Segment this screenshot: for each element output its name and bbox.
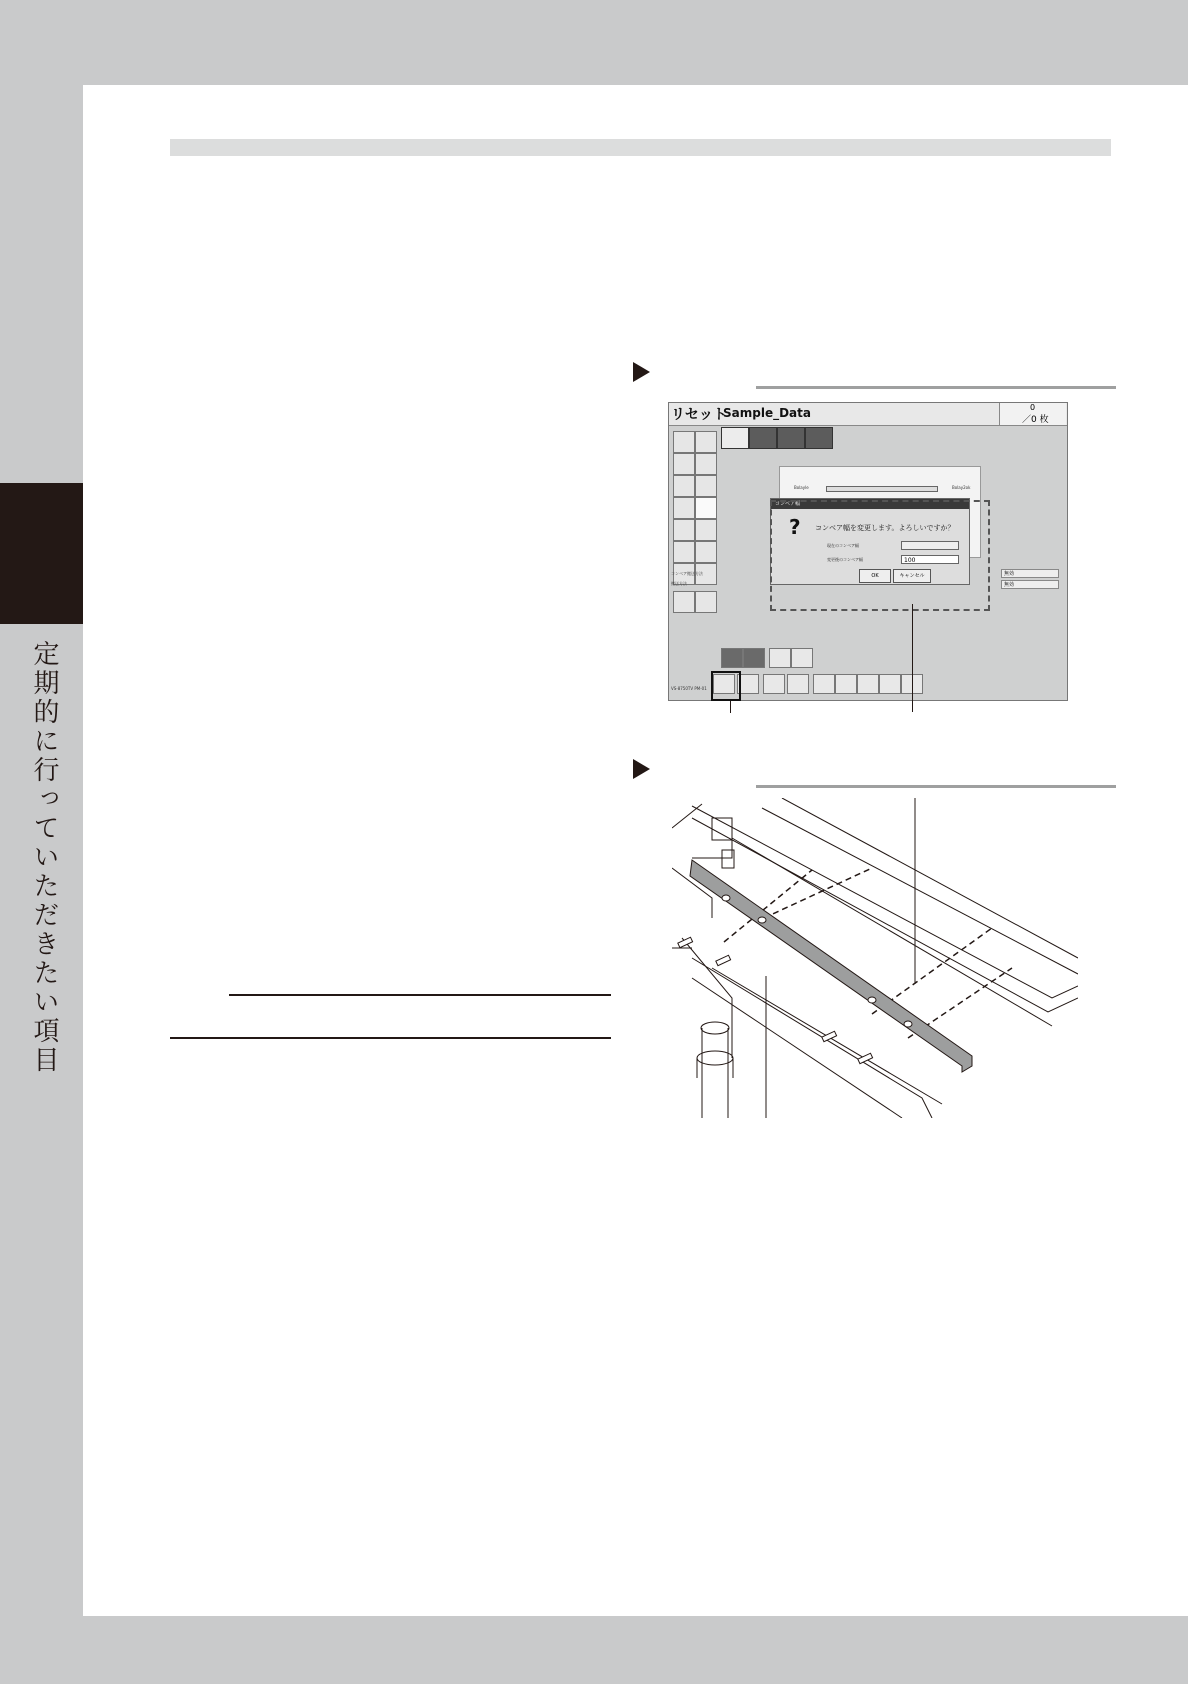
- tab-stage[interactable]: [805, 427, 833, 449]
- rewind-button[interactable]: [769, 648, 791, 668]
- tab-wave[interactable]: [749, 427, 777, 449]
- chart-icon[interactable]: [673, 475, 695, 497]
- chapter-tab: [0, 483, 83, 624]
- file-name: Sample_Data: [723, 406, 811, 420]
- camera-icon[interactable]: [673, 453, 695, 475]
- help-icon[interactable]: [673, 591, 695, 613]
- calibration-icon[interactable]: [695, 519, 717, 541]
- step-arrow-icon: [633, 362, 650, 382]
- info-icon[interactable]: [695, 591, 717, 613]
- conveyor-button-highlight: [711, 671, 741, 701]
- screen-titlebar: [669, 403, 1067, 426]
- move-left-button[interactable]: [763, 674, 785, 694]
- tab-target[interactable]: [777, 427, 805, 449]
- dialog-message: コンベア幅を変更します。よろしいですか？: [815, 524, 955, 532]
- edit-icon[interactable]: [673, 541, 695, 563]
- new-width-label: 変更後のコンベア幅: [827, 557, 863, 562]
- note-rule: [229, 994, 611, 996]
- monitor-icon[interactable]: [673, 497, 695, 519]
- question-icon: ?: [789, 515, 801, 539]
- panel-left-label: Bolayle: [794, 485, 809, 490]
- ok-button[interactable]: OK: [859, 569, 891, 583]
- up-2-button[interactable]: [835, 674, 857, 694]
- card-icon[interactable]: [695, 475, 717, 497]
- conveyor-icon[interactable]: [695, 497, 717, 519]
- dialog-callout-frame: [770, 500, 990, 611]
- move-right-button[interactable]: [787, 674, 809, 694]
- right-arrow-button[interactable]: [743, 648, 765, 668]
- counter-value: 0: [1030, 403, 1036, 412]
- conveyor-rail-drawing: [672, 798, 1078, 1118]
- left-arrow-button[interactable]: [721, 648, 743, 668]
- step-rule: [756, 386, 1116, 389]
- dialog-title: コンベア幅: [771, 499, 969, 509]
- tab-conveyor[interactable]: [721, 427, 749, 449]
- header-rule: [170, 139, 1111, 156]
- board-counter: [999, 403, 1066, 425]
- reset-button[interactable]: リセット: [671, 407, 727, 423]
- transport-method-label: 搬送方法: [671, 581, 687, 586]
- conveyor-method-value[interactable]: 無効: [1001, 569, 1059, 578]
- left-toolbar: [669, 427, 719, 677]
- panel-right-label: Bolay2ok: [952, 485, 971, 490]
- data-icon[interactable]: [695, 431, 717, 453]
- step-arrow-icon: [633, 759, 650, 779]
- note-rule: [170, 1037, 611, 1039]
- current-width-label: 現在のコンベア幅: [827, 543, 859, 548]
- up-1-button[interactable]: [813, 674, 835, 694]
- new-width-field[interactable]: 100: [901, 555, 959, 564]
- transport-method-value[interactable]: 無効: [1001, 580, 1059, 589]
- tool-icon[interactable]: [695, 541, 717, 563]
- chapter-title: 定期的に行っていただきたい項目: [29, 640, 59, 1075]
- setting-icon[interactable]: [695, 453, 717, 475]
- machine-model: VS-8750TV PM-01: [671, 686, 707, 691]
- light-icon[interactable]: [673, 519, 695, 541]
- counter-total: ／0 枚: [1022, 415, 1049, 425]
- leader-line: [730, 701, 731, 713]
- leader-line: [912, 604, 913, 712]
- forward-button[interactable]: [791, 648, 813, 668]
- step-rule: [756, 785, 1116, 788]
- width-bar: [826, 486, 938, 492]
- production-icon[interactable]: [673, 431, 695, 453]
- up-4-button[interactable]: [879, 674, 901, 694]
- conveyor-method-label: コンベア搬送方法: [671, 571, 703, 576]
- up-3-button[interactable]: [857, 674, 879, 694]
- cancel-button[interactable]: キャンセル: [893, 569, 931, 583]
